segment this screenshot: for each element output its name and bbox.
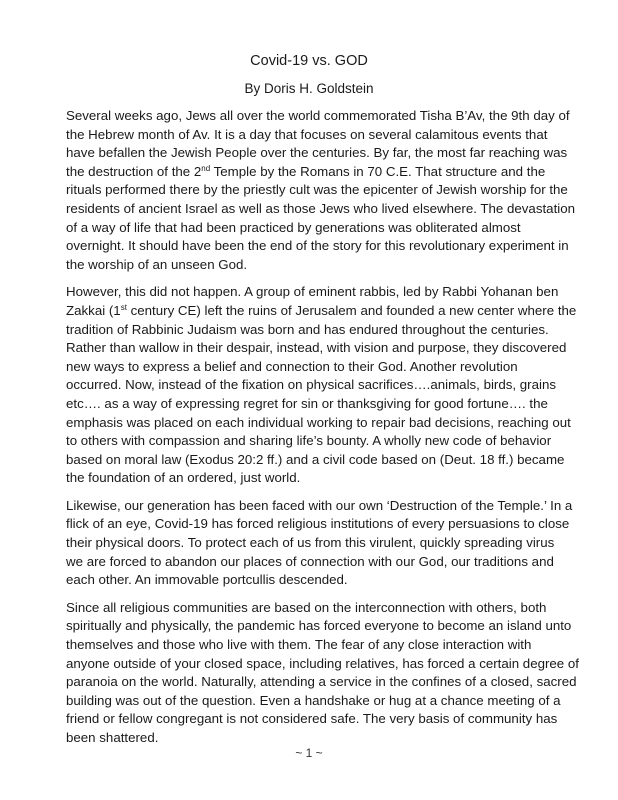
text-line: overnight. It should have been the end of the story for this revolutionary experiment in: [66, 238, 569, 254]
text-line: residents of ancient Israel as well as those Jews who lived elsewhere. The devastation: [66, 200, 576, 216]
text-line: Rather than wallow in their despair, instead, with vision and purpose, they discovered: [66, 340, 567, 356]
text-line: new ways to express a belief and connection to their God. Another revolution: [66, 358, 518, 374]
text-line: the worship of an unseen God.: [66, 256, 248, 272]
text-line: Since all religious communities are based on the interconnection with others, both: [66, 599, 547, 615]
text-line: anyone outside of your closed space, including relatives, has forced a certain degree of: [66, 655, 579, 671]
paragraph-3: [66, 497, 576, 590]
text-line: rituals performed there by the priestly cult was the epicenter of Jewish worship for the: [66, 182, 568, 198]
paragraph-4: [66, 599, 579, 748]
text-line: have befallen the Jewish People over the centuries. By far, the most far reaching was: [66, 145, 568, 161]
text-line: we are forced to abandon our places of connection with our God, our traditions and: [66, 553, 554, 569]
text-line: the Hebrew month of Av. It is a day that focuses on several calamitous events that: [66, 126, 548, 142]
text-line: each other. An immovable portcullis descended.: [66, 572, 348, 588]
text-line: flick of an eye, Covid-19 has forced religious institutions of every persuasions to close: [66, 516, 570, 532]
superscript-ordinal: st: [120, 302, 127, 312]
text-line: etc…. as a way of expressing regret for sin or thanksgiving for good fortune…. the: [66, 395, 548, 411]
author-byline: By Doris H. Goldstein: [244, 81, 374, 96]
document-body: [66, 107, 579, 757]
text-segment: Temple by the Romans in 70 C.E. That structure and the: [210, 163, 546, 179]
text-line: based on moral law (Exodus 20:2 ff.) and a civil code based on (Deut. 18 ff.) became: [66, 451, 565, 467]
text-segment: Zakkai (1: [66, 302, 121, 318]
text-line: the foundation of an ordered, just world.: [66, 470, 301, 486]
text-line: to others with compassion and sharing life’s bounty. A wholly new code of behavior: [66, 433, 552, 449]
text-line: tradition of Rabbinic Judaism was born and has endured throughout the centuries.: [66, 321, 549, 337]
text-segment: the destruction of the 2: [66, 163, 202, 179]
text-line: Likewise, our generation has been faced with our own ‘Destruction of the Temple.’ In a: [66, 497, 573, 513]
paragraph-2: [66, 283, 576, 488]
text-line: paranoia on the world. Naturally, attending a service in the confines of a closed, sacred: [66, 674, 577, 690]
text-line: [66, 302, 576, 321]
text-line: However, this did not happen. A group of eminent rabbis, led by Rabbi Yohanan ben: [66, 284, 559, 300]
text-line: of a way of life that had been practiced by generations was obliterated almost: [66, 219, 521, 235]
text-line: been shattered.: [66, 730, 159, 745]
text-line: their physical doors. To protect each of us from this virulent, quickly spreading virus: [66, 535, 555, 551]
text-line: friend or fellow congregant is not considered safe. The very basis of community has: [66, 711, 558, 727]
superscript-ordinal: nd: [201, 163, 211, 173]
text-line: Several weeks ago, Jews all over the world commemorated Tisha B’Av, the 9th day of: [66, 108, 570, 123]
text-line: [66, 163, 576, 182]
text-line: themselves and those who live with them. The fear of any close interaction with: [66, 637, 532, 653]
text-line: emphasis was placed on each individual working to repair bad decisions, reaching out: [66, 414, 571, 430]
paragraph-1: [66, 107, 576, 274]
text-line: occurred. Now, instead of the fixation on physical sacrifices….animals, birds, grains: [66, 377, 556, 393]
text-segment: century CE) left the ruins of Jerusalem and founded a new center where the: [126, 302, 577, 318]
text-line: spiritually and physically, the pandemic has forced everyone to become an island unto: [66, 618, 572, 634]
document-title: Covid-19 vs. GOD: [250, 53, 368, 69]
text-line: building was out of the question. Even a handshake or hug at a chance meeting of a: [66, 692, 561, 708]
page-number: ~ 1 ~: [295, 746, 323, 760]
